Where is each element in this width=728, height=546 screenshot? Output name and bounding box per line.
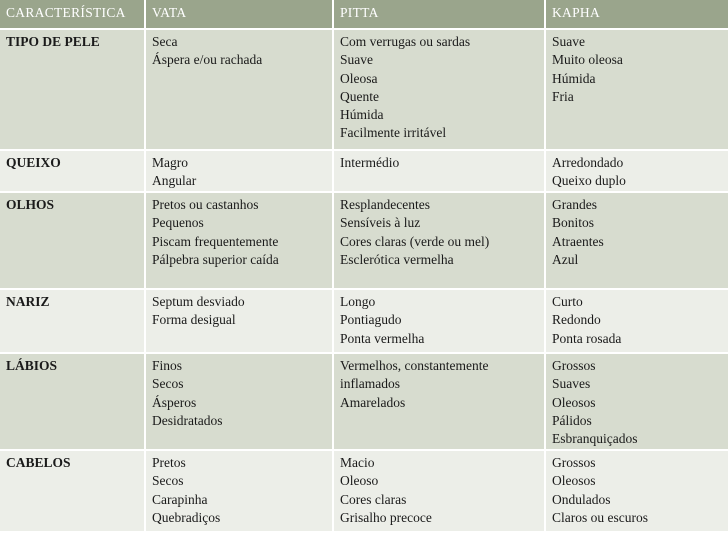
cell-vata xyxy=(146,290,334,354)
cell-line: Grandes xyxy=(552,197,597,212)
cell-kapha xyxy=(546,193,728,290)
cell-line: Pontiagudo xyxy=(340,312,402,328)
cell-vata xyxy=(146,151,334,193)
header-row xyxy=(0,0,728,30)
cell-line: Esbranquiçados xyxy=(552,431,638,447)
cell-pitta xyxy=(334,151,546,193)
cell-line: Pretos ou castanhos xyxy=(152,197,259,212)
cell-line: Queixo duplo xyxy=(552,173,626,189)
table-header xyxy=(0,0,728,30)
cell-vata xyxy=(146,30,334,151)
table-body xyxy=(0,30,728,533)
cell-line: Oleoso xyxy=(340,473,379,489)
cell-vata xyxy=(146,451,334,533)
cell-kapha xyxy=(546,451,728,533)
cell-line: Cores claras (verde ou mel) xyxy=(340,233,490,249)
row-feature-label: TIPO DE PELE xyxy=(0,30,146,151)
cell-line: Magro xyxy=(152,155,188,170)
row-feature-label: LÁBIOS xyxy=(0,354,146,451)
cell-line: Pequenos xyxy=(152,215,204,231)
cell-line: Macio xyxy=(340,455,375,470)
cell-line: Desidratados xyxy=(152,412,223,428)
cell-kapha xyxy=(546,30,728,151)
cell-line: Oleosa xyxy=(340,70,378,86)
header-vata: VATA xyxy=(146,0,334,30)
cell-line: Septum desviado xyxy=(152,294,245,309)
cell-vata xyxy=(146,193,334,290)
cell-line: Húmida xyxy=(552,70,596,86)
row-feature-label: NARIZ xyxy=(0,290,146,354)
cell-kapha xyxy=(546,290,728,354)
cell-line: Atraentes xyxy=(552,233,604,249)
cell-line: Angular xyxy=(152,173,197,189)
cell-line: Pálpebra superior caída xyxy=(152,251,279,267)
cell-line: Quente xyxy=(340,88,379,104)
table-row xyxy=(0,30,728,151)
cell-line: Grossos xyxy=(552,455,596,470)
cell-line: Vermelhos, constantemente xyxy=(340,358,489,373)
cell-line: Secos xyxy=(152,376,184,392)
cell-line: Fria xyxy=(552,88,574,104)
cell-line: Amarelados xyxy=(340,394,406,410)
cell-line: Seca xyxy=(152,34,178,49)
cell-line: Ondulados xyxy=(552,491,611,507)
cell-line: Grossos xyxy=(552,358,596,373)
cell-line: Muito oleosa xyxy=(552,52,623,68)
cell-line: Suave xyxy=(340,52,373,68)
cell-vata xyxy=(146,354,334,451)
cell-line: Pálidos xyxy=(552,412,592,428)
cell-line: Secos xyxy=(152,473,184,489)
cell-line: Oleosos xyxy=(552,473,596,489)
row-feature-label: OLHOS xyxy=(0,193,146,290)
cell-line: Resplandecentes xyxy=(340,197,430,212)
table-row xyxy=(0,151,728,193)
cell-pitta xyxy=(334,30,546,151)
cell-kapha xyxy=(546,354,728,451)
cell-kapha xyxy=(546,151,728,193)
cell-line: Bonitos xyxy=(552,215,595,231)
cell-line: Carapinha xyxy=(152,491,208,507)
cell-line: Redondo xyxy=(552,312,601,328)
table-row xyxy=(0,290,728,354)
table-row xyxy=(0,193,728,290)
header-characteristic: CARACTERÍSTICA xyxy=(0,0,146,30)
cell-line: Azul xyxy=(552,251,579,267)
cell-line: Facilmente irritável xyxy=(340,125,447,141)
cell-line: Pretos xyxy=(152,455,186,470)
cell-line: Áspera e/ou rachada xyxy=(152,52,263,68)
cell-line: Finos xyxy=(152,358,183,373)
cell-pitta xyxy=(334,193,546,290)
cell-pitta xyxy=(334,290,546,354)
table-row xyxy=(0,451,728,533)
cell-line: Ponta rosada xyxy=(552,330,622,346)
cell-line: Suave xyxy=(552,34,585,49)
header-kapha: KAPHA xyxy=(546,0,728,30)
cell-line: Suaves xyxy=(552,376,591,392)
cell-line: Húmida xyxy=(340,107,384,123)
row-feature-label: CABELOS xyxy=(0,451,146,533)
cell-line: Oleosos xyxy=(552,394,596,410)
table-row xyxy=(0,354,728,451)
row-feature-label: QUEIXO xyxy=(0,151,146,193)
cell-line: Grisalho precoce xyxy=(340,509,432,525)
cell-pitta xyxy=(334,354,546,451)
cell-line: Forma desigual xyxy=(152,312,236,328)
cell-line: Intermédio xyxy=(340,155,400,170)
cell-line: Sensíveis à luz xyxy=(340,215,421,231)
cell-line: Ponta vermelha xyxy=(340,330,425,346)
cell-line: Com verrugas ou sardas xyxy=(340,34,471,49)
cell-line: Esclerótica vermelha xyxy=(340,251,454,267)
cell-line: Curto xyxy=(552,294,583,309)
cell-line: Cores claras xyxy=(340,491,407,507)
header-pitta: PITTA xyxy=(334,0,546,30)
cell-line: Piscam frequentemente xyxy=(152,233,279,249)
cell-pitta xyxy=(334,451,546,533)
cell-line: Quebradiços xyxy=(152,509,221,525)
cell-line: inflamados xyxy=(340,376,400,392)
cell-line: Arredondado xyxy=(552,155,624,170)
cell-line: Claros ou escuros xyxy=(552,509,648,525)
cell-line: Ásperos xyxy=(152,394,197,410)
cell-line: Longo xyxy=(340,294,376,309)
